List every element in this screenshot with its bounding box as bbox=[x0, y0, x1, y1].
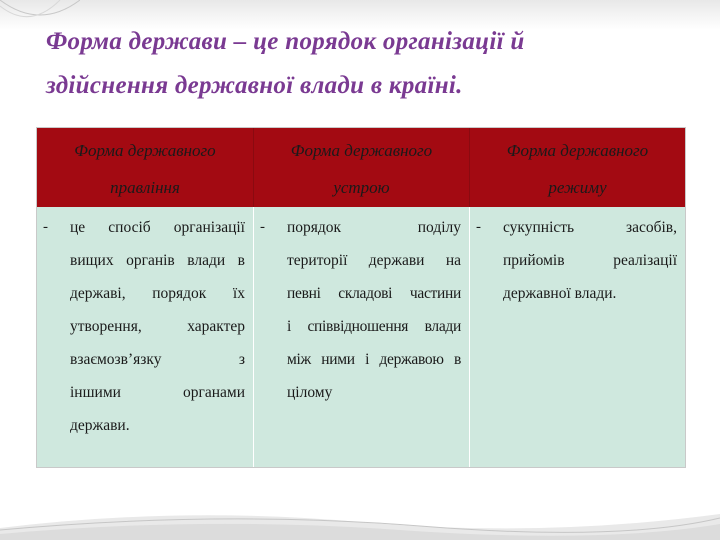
cell-political-regime bbox=[469, 207, 685, 467]
title-line-1: Форма держави – це порядок організації й bbox=[46, 28, 525, 55]
cell-line: цілому bbox=[287, 384, 333, 401]
slide-title bbox=[46, 20, 696, 108]
cell-line: державі, порядок їх bbox=[70, 285, 245, 302]
cell-line: державної влади. bbox=[503, 285, 617, 302]
bullet-dash: - bbox=[43, 219, 48, 235]
title-line-2: здійснення державної влади в країні. bbox=[46, 72, 463, 99]
header-text: правління bbox=[110, 178, 180, 197]
cell-territorial-structure bbox=[253, 207, 469, 467]
cell-line: між ними і державою в bbox=[287, 351, 461, 368]
header-government-form bbox=[37, 128, 253, 207]
header-text: режиму bbox=[548, 178, 607, 197]
header-text: Форма державного bbox=[74, 141, 216, 160]
bottom-wave-ornament-icon bbox=[0, 500, 720, 540]
cell-line: іншими органами bbox=[70, 384, 245, 401]
cell-line: і співвідношення влади bbox=[287, 318, 461, 335]
header-text: устрою bbox=[333, 178, 390, 197]
cell-line: сукупність засобів, bbox=[503, 219, 677, 236]
cell-line: це спосіб організації bbox=[70, 219, 245, 236]
cell-line: території держави на bbox=[287, 252, 461, 269]
bullet-dash: - bbox=[476, 219, 481, 235]
header-territorial-structure bbox=[253, 128, 469, 207]
cell-government-form bbox=[37, 207, 253, 467]
state-form-table bbox=[36, 127, 686, 468]
cell-line: взаємозв’язку з bbox=[70, 351, 245, 368]
cell-line: прийомів реалізації bbox=[503, 252, 677, 269]
header-political-regime bbox=[469, 128, 685, 207]
table-header-row bbox=[37, 128, 685, 207]
table-body-row bbox=[37, 207, 685, 467]
header-text: Форма державного bbox=[506, 141, 649, 160]
cell-line: утворення, характер bbox=[70, 318, 245, 335]
bullet-dash: - bbox=[260, 219, 265, 235]
cell-line: вищих органів влади в bbox=[70, 252, 245, 269]
cell-line: держави. bbox=[70, 417, 130, 434]
header-text: Форма державного bbox=[290, 141, 433, 160]
cell-line: певні складові частини bbox=[287, 285, 461, 302]
cell-line: порядок поділу bbox=[287, 219, 461, 236]
